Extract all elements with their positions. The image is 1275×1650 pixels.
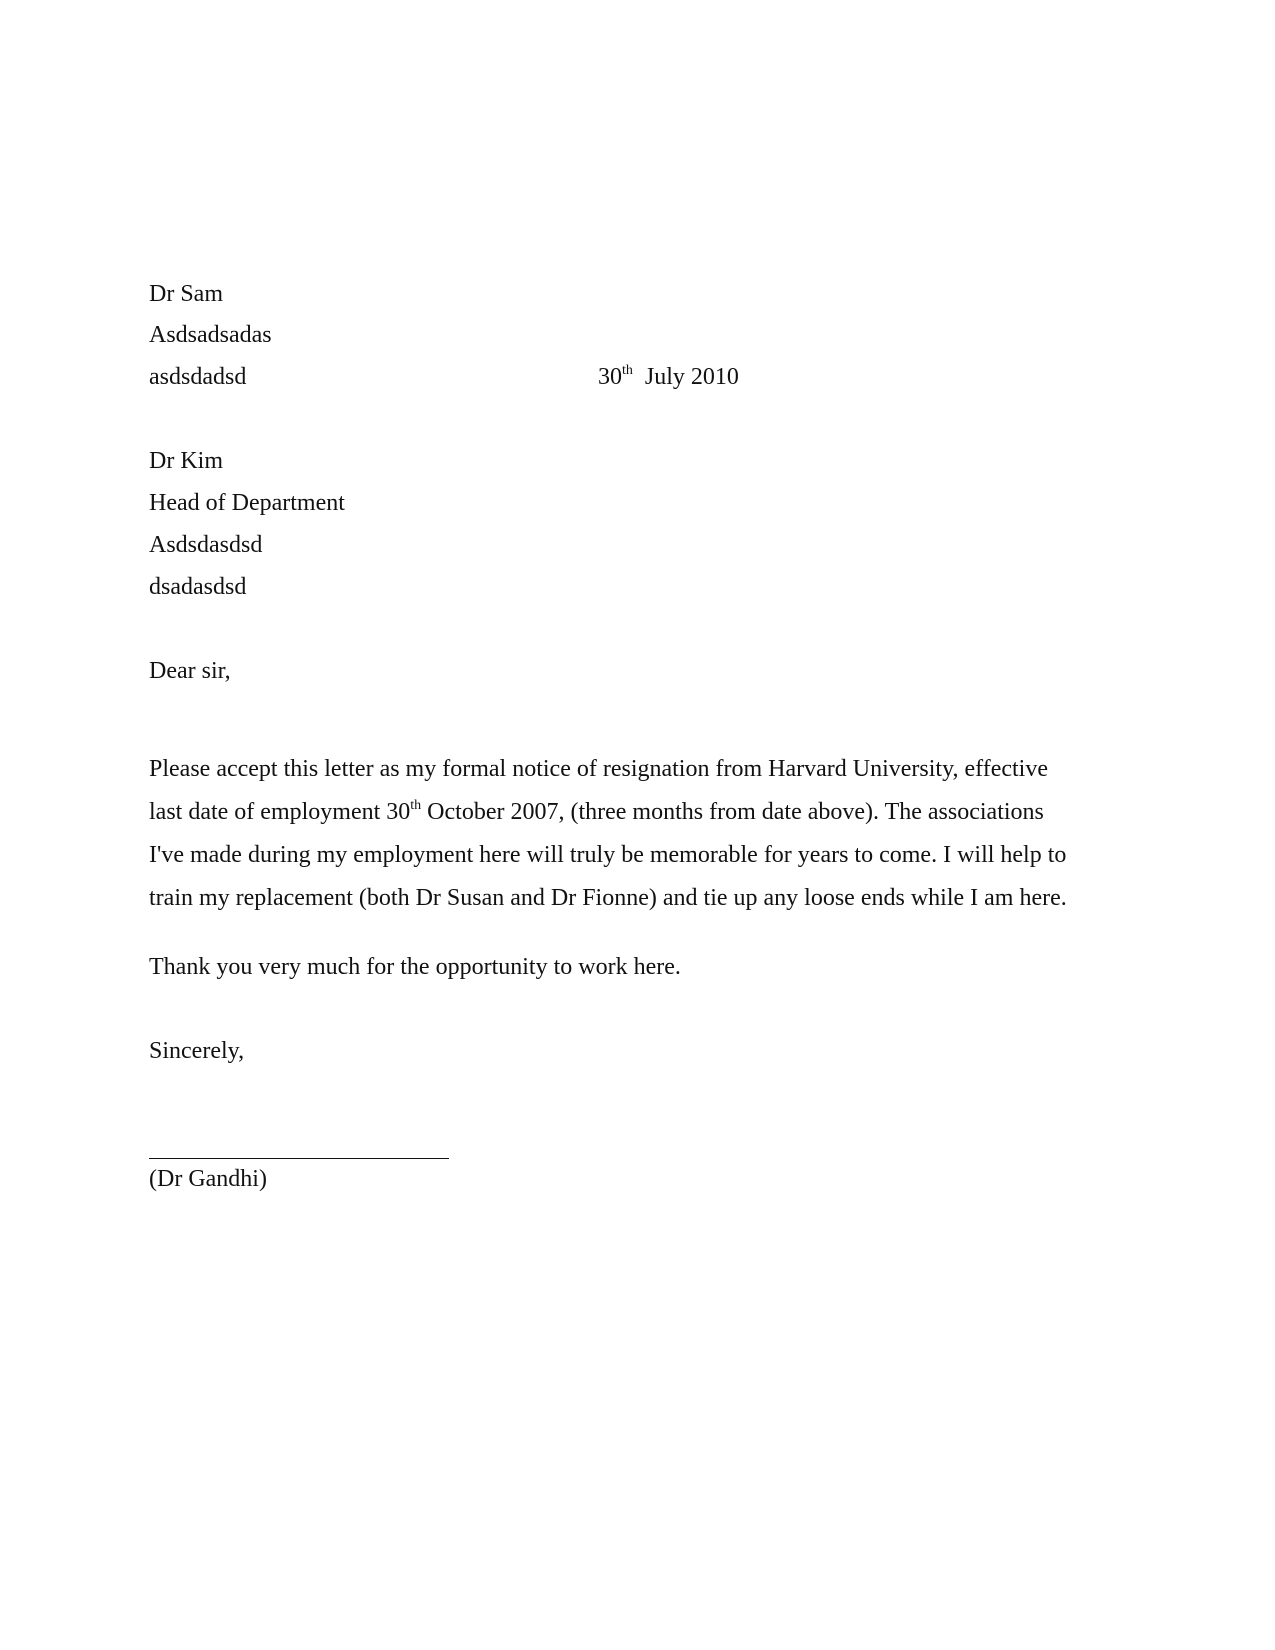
- signature-line: [149, 1158, 449, 1159]
- date-rest: July 2010: [644, 364, 739, 390]
- closing: Sincerely,: [149, 1038, 245, 1064]
- sender-address-line1: Asdsadsadas: [149, 322, 272, 348]
- recipient-address-line1: Asdsdasdsd: [149, 532, 263, 558]
- letter-date: [598, 362, 739, 392]
- thanks-line: Thank you very much for the opportunity to work here.: [149, 954, 681, 980]
- signature-name: (Dr Gandhi): [149, 1166, 267, 1192]
- sender-address-line2: asdsdadsd: [149, 364, 247, 390]
- body-line-2: [149, 791, 1109, 834]
- body-line-2-suffix: th: [410, 798, 422, 813]
- body-line-4: train my replacement (both Dr Susan and Dr Fionne) and tie up any loose ends while I am here.: [149, 885, 1067, 911]
- date-suffix: th: [622, 363, 633, 378]
- salutation: Dear sir,: [149, 658, 231, 684]
- body-line-3: I've made during my employment here will truly be memorable for years to come. I will help to: [149, 842, 1067, 868]
- body-paragraph: [149, 748, 1109, 920]
- recipient-name: Dr Kim: [149, 448, 223, 474]
- recipient-address-line2: dsadasdsd: [149, 574, 247, 600]
- date-day: 30: [598, 364, 622, 390]
- body-line-1: Please accept this letter as my formal notice of resignation from Harvard University, effective: [149, 756, 1049, 782]
- body-line-2-after: October 2007, (three months from date above). The associations: [421, 799, 1044, 825]
- sender-name: Dr Sam: [149, 281, 223, 307]
- recipient-title: Head of Department: [149, 490, 345, 516]
- body-line-2-before: last date of employment 30: [149, 799, 411, 825]
